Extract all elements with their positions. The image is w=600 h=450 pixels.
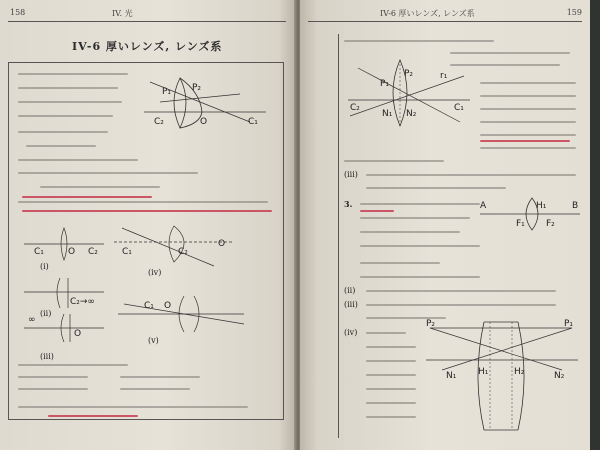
fig-top-p2: P₂ <box>404 69 414 79</box>
left-page <box>0 0 296 450</box>
case-iv-c1: C₁ <box>122 247 132 257</box>
page-edge-shadow <box>590 0 600 450</box>
text-line <box>366 174 576 176</box>
fig1-label-p1: P₁ <box>162 87 172 97</box>
fig-top-n1: N₁ <box>382 109 393 119</box>
case-label-i: (i) <box>40 262 49 271</box>
case-v-c1: C₁ <box>144 301 154 311</box>
fig-mid-f1: F₁ <box>516 219 525 229</box>
item-iii-top: (iii) <box>344 170 358 179</box>
text-line <box>450 52 570 54</box>
section-title: IV-6 厚いレンズ, レンズ系 <box>72 40 223 53</box>
fig-bot-n1: N₁ <box>446 371 457 381</box>
fig-principal-planes <box>422 316 582 436</box>
underline-red <box>22 196 152 198</box>
fig-mid-a: A <box>480 201 487 211</box>
running-head-left: IV. 光 <box>112 9 133 18</box>
text-line <box>18 159 138 161</box>
case-i-o: O <box>68 247 76 257</box>
item-iv: (iv) <box>344 328 358 337</box>
page-number-left: 158 <box>10 8 26 17</box>
fig-top-c2: C₁ <box>454 103 464 113</box>
text-line <box>366 332 406 334</box>
text-line <box>120 388 190 390</box>
text-line <box>18 131 108 133</box>
fig-bot-p1: P₁ <box>564 319 574 329</box>
text-line <box>366 374 416 376</box>
underline-red <box>480 140 570 142</box>
case-iii-inf: ∞ <box>28 315 36 325</box>
page-number-right: 159 <box>566 8 582 17</box>
case-i-c2: C₂ <box>88 247 98 257</box>
text-line <box>18 172 198 174</box>
underline-red <box>22 210 272 212</box>
fig-lens-axis <box>476 194 584 234</box>
text-line <box>480 82 576 84</box>
fig-mid-b: B <box>572 201 579 211</box>
fig-top-n2: N₂ <box>406 109 417 119</box>
text-line <box>366 416 416 418</box>
case-iii-o: O <box>74 329 82 339</box>
text-line <box>360 276 480 278</box>
item-ii-mid: (ii) <box>344 286 356 295</box>
fig-top-p1: P₁ <box>380 79 390 89</box>
item-iii-mid: (iii) <box>344 300 358 309</box>
case-label-v: (v) <box>148 336 159 345</box>
text-line <box>344 160 444 162</box>
case-iv-c2: C₂ <box>178 247 188 257</box>
text-line <box>18 115 113 117</box>
fig1-label-p2: P₂ <box>192 83 202 93</box>
text-line <box>18 73 128 75</box>
text-line <box>18 388 88 390</box>
text-line <box>366 304 556 306</box>
fig1-label-c1: C₂ <box>154 117 164 127</box>
header-rule-left <box>8 21 286 22</box>
item-number-3: 3. <box>344 199 353 209</box>
fig-thick-lens-1 <box>140 72 270 132</box>
text-line <box>360 262 440 264</box>
fig1-label-o: O <box>200 117 208 127</box>
case-v-o: O <box>164 301 172 311</box>
underline-red <box>360 210 394 212</box>
header-rule-right <box>308 21 582 22</box>
underline-red <box>48 415 138 417</box>
text-line <box>480 147 576 149</box>
text-line <box>26 145 96 147</box>
text-line <box>360 245 480 247</box>
fig-mid-h1: H₁ <box>536 201 547 211</box>
fig-bot-n2: N₂ <box>554 371 565 381</box>
fig-top-c1: C₂ <box>350 103 360 113</box>
text-line <box>360 217 470 219</box>
fig-lens-cases <box>14 222 274 372</box>
text-line <box>18 364 128 366</box>
text-line <box>360 203 480 205</box>
running-head-right: IV-6 厚いレンズ, レンズ系 <box>380 9 475 18</box>
text-line <box>480 95 576 97</box>
text-line <box>480 108 576 110</box>
text-line <box>366 360 416 362</box>
fig-bot-h2: H₂ <box>514 367 525 377</box>
fig-mid-f2: F₂ <box>546 219 555 229</box>
text-line <box>480 134 576 136</box>
text-line <box>366 187 506 189</box>
text-line <box>366 402 416 404</box>
text-line <box>40 186 160 188</box>
text-line <box>18 406 248 408</box>
text-line <box>18 101 122 103</box>
margin-rule <box>338 34 339 438</box>
case-i-c1: C₁ <box>34 247 44 257</box>
text-line <box>344 40 494 42</box>
fig-bot-h1: H₁ <box>478 367 489 377</box>
right-page <box>300 0 590 450</box>
case-label-iv: (iv) <box>148 268 162 277</box>
fig-top-r1: r₁ <box>440 71 448 81</box>
fig-lens-rays-top <box>344 56 474 128</box>
text-line <box>366 346 416 348</box>
fig-bot-p2: P₂ <box>426 319 436 329</box>
case-label-ii: (ii) <box>40 309 52 318</box>
text-line <box>480 121 576 123</box>
case-ii-infty: C₂→∞ <box>70 297 95 307</box>
case-iv-o: O <box>218 239 226 249</box>
text-line <box>366 290 556 292</box>
text-line <box>360 231 460 233</box>
case-label-iii: (iii) <box>40 352 54 361</box>
text-line <box>18 201 268 203</box>
text-line <box>366 388 416 390</box>
text-line <box>18 376 88 378</box>
text-line <box>18 87 118 89</box>
text-line <box>120 376 200 378</box>
fig1-label-c2: C₁ <box>248 117 258 127</box>
